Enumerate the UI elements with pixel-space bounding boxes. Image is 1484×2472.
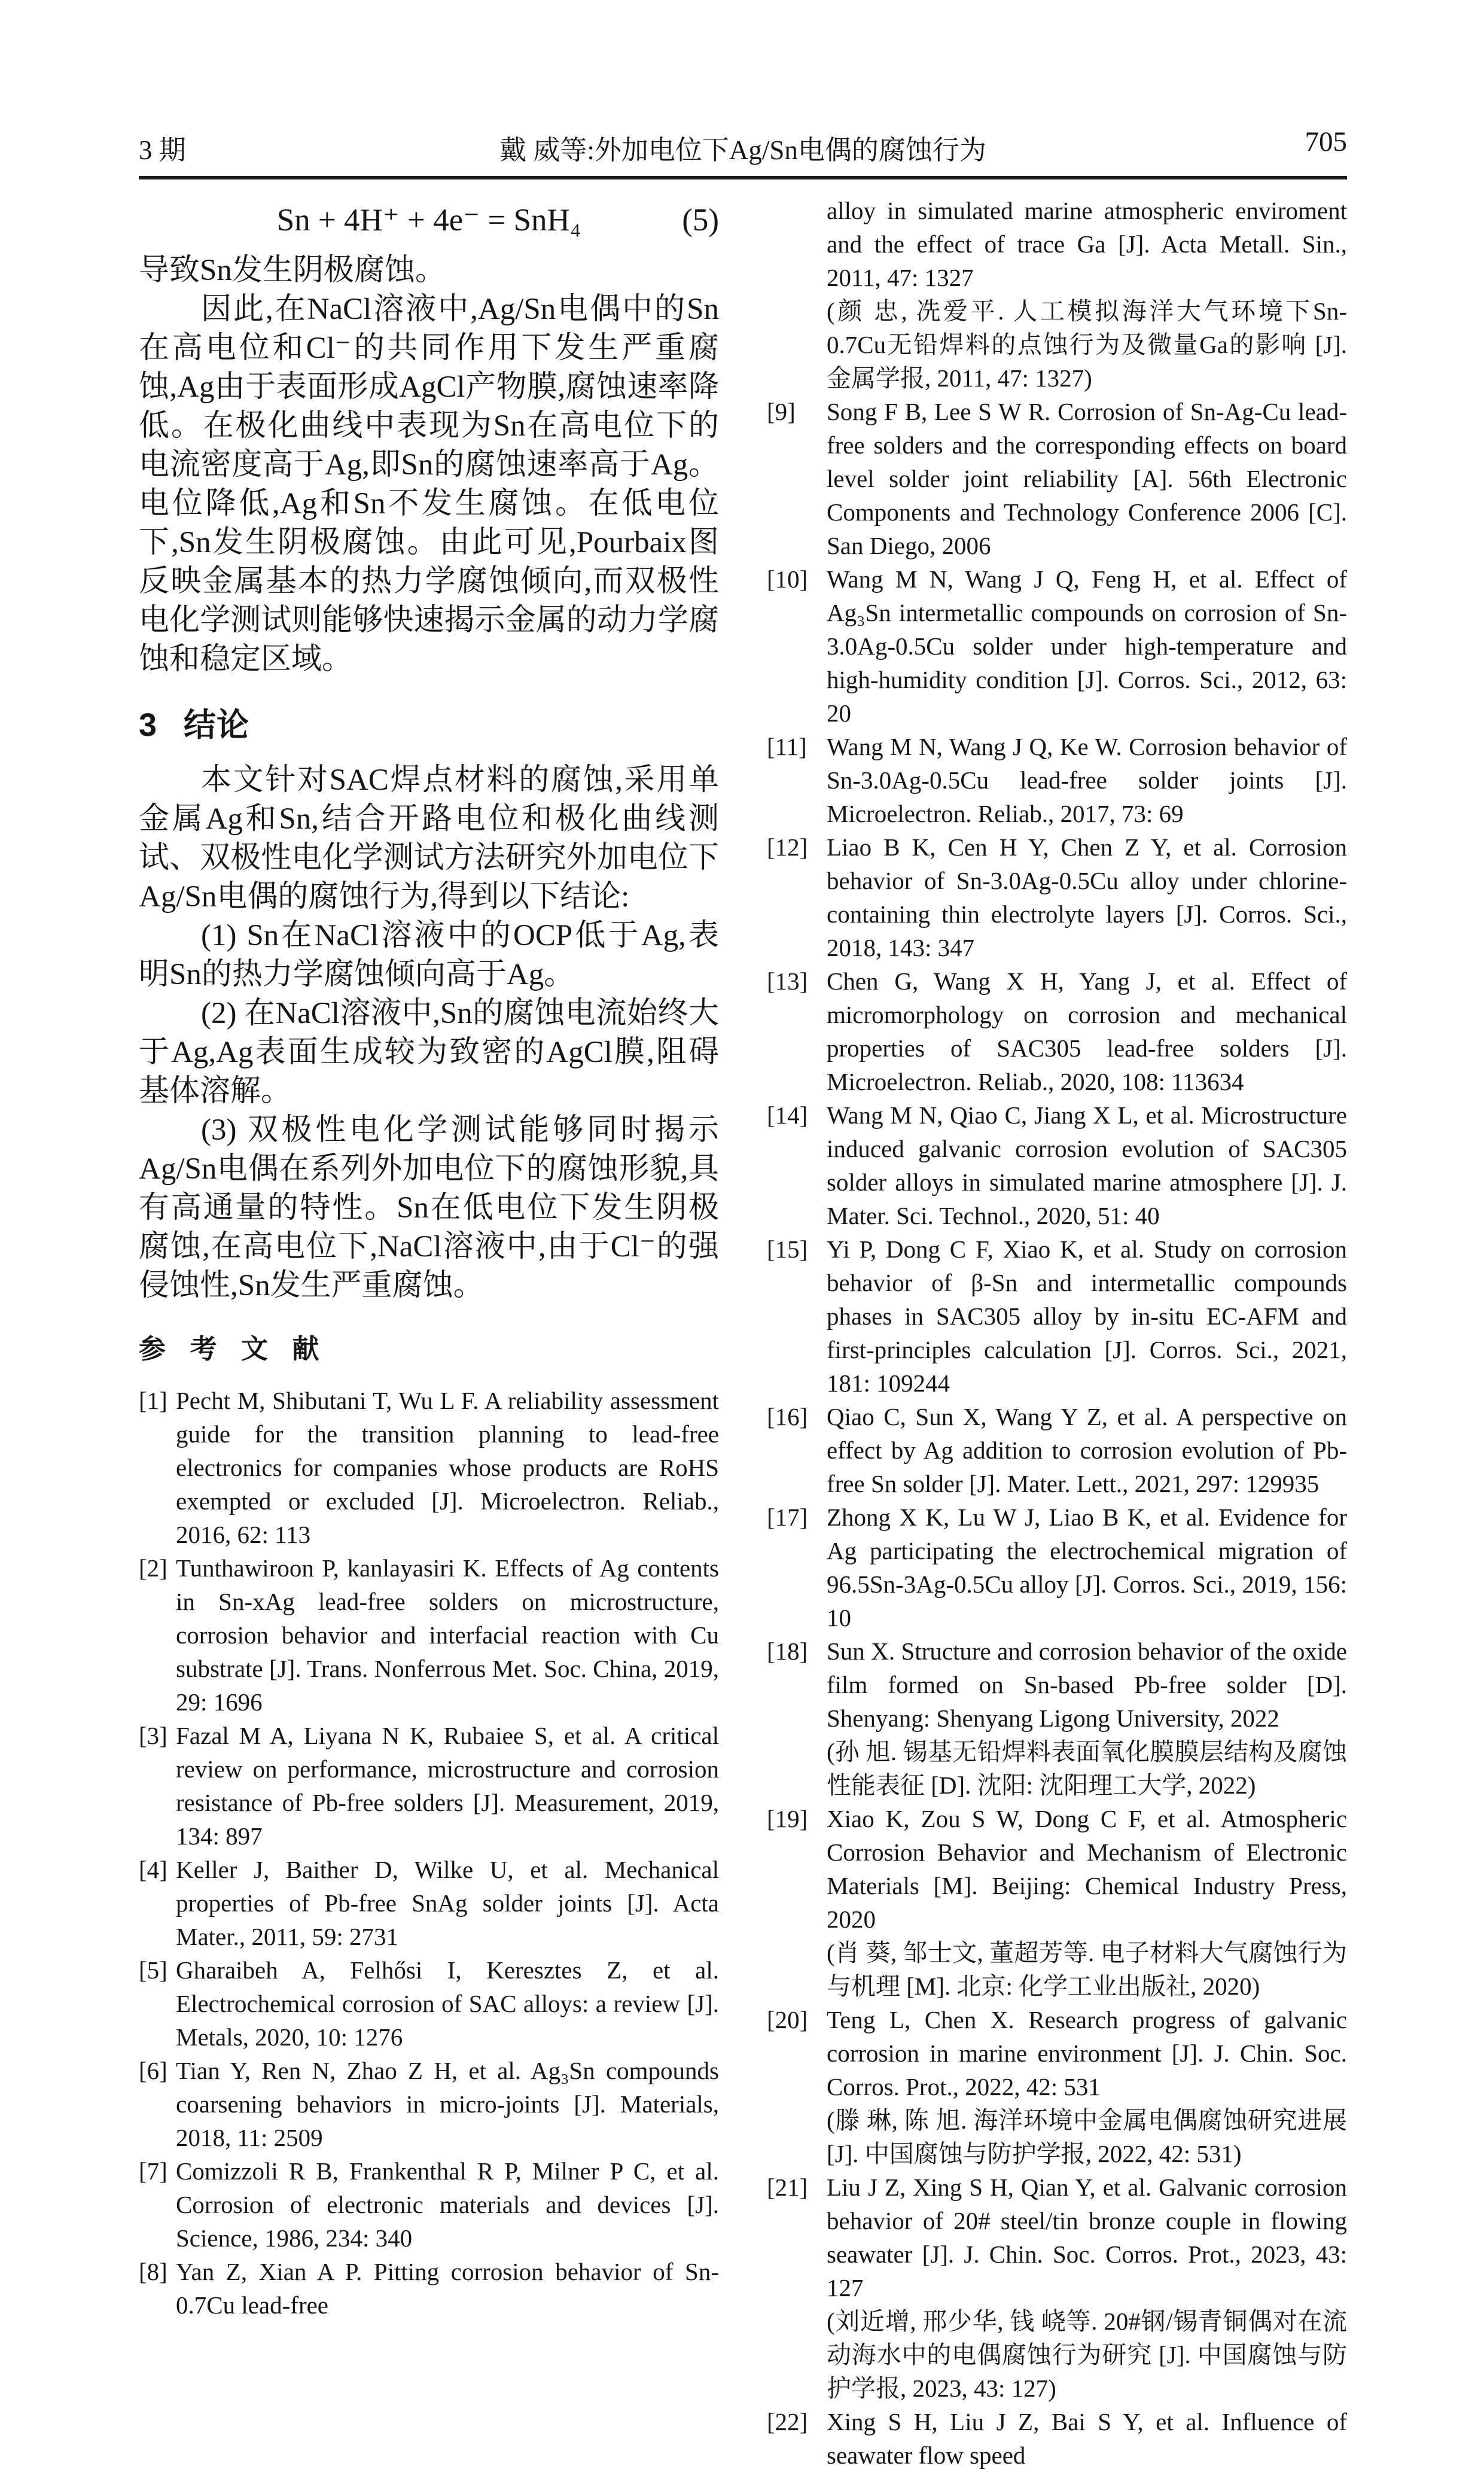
reference-item <box>767 2170 1347 2405</box>
reference-text: Qiao C, Sun X, Wang Y Z, et al. A perspective on effect by Ag addition to corrosion evolution of Pb-free Sn solder [J]. Mater. Lett., 2021, 297: 129935 <box>827 1403 1347 1497</box>
reference-item <box>139 2255 719 2322</box>
reference-number: [16] <box>767 1403 808 1430</box>
references-heading: 参 考 文 献 <box>139 1334 328 1364</box>
reference-text: Xing S H, Liu J Z, Bai S Y, et al. Influence of seawater flow speed <box>827 2408 1347 2469</box>
left-column <box>139 194 719 2322</box>
equation-row <box>139 194 719 246</box>
reference-number: [6] <box>139 2057 167 2084</box>
reference-text: Teng L, Chen X. Research progress of galvanic corrosion in marine environment [J]. J. Chin. Soc. Corros. Prot., 2022, 42: 531 <box>827 2006 1347 2100</box>
reference-text: Song F B, Lee S W R. Corrosion of Sn-Ag-Cu lead-free solders and the corresponding effects on board level solder joint reliability [A]. 56th Electronic Components and Technology Conference 2006 [C]. San Diego, 2006 <box>827 398 1347 559</box>
reference-text: Gharaibeh A, Felhősi I, Keresztes Z, et al. Electrochemical corrosion of SAC alloys: a review [J]. Metals, 2020, 10: 1276 <box>176 1956 719 2051</box>
reference-text: Zhong X K, Lu W J, Liao B K, et al. Evidence for Ag participating the electrochemical migration of 96.5Sn-3Ag-0.5Cu alloy [J]. Corros. Sci., 2019, 156: 10 <box>827 1503 1347 1631</box>
reference-item <box>767 830 1347 964</box>
equation-number: (5) <box>682 203 719 238</box>
discussion-paragraph: 因此,在NaCl溶液中,Ag/Sn电偶中的Sn在高电位和Cl⁻的共同作用下发生严重腐蚀,Ag由于表面形成AgCl产物膜,腐蚀速率降低。在极化曲线中表现为Sn在高电位下的电流密度高于Ag,即Sn的腐蚀速率高于Ag。电位降低,Ag和Sn不发生腐蚀。在低电位下,Sn发生阴极腐蚀。由此可见,Pourbaix图反映金属基本的热力学腐蚀倾向,而双极性电化学测试则能够快速揭示金属的动力学腐蚀和稳定区域。 <box>139 293 719 676</box>
reference-number: [5] <box>139 1956 167 1984</box>
reference-number: [1] <box>139 1387 167 1414</box>
reference-item <box>767 964 1347 1098</box>
conclusion-list <box>139 917 719 1305</box>
conclusion-intro: 本文针对SAC焊点材料的腐蚀,采用单金属Ag和Sn,结合开路电位和极化曲线测试、双极性电化学测试方法研究外加电位下Ag/Sn电偶的腐蚀行为,得到以下结论: <box>139 763 719 914</box>
reference-item <box>767 2405 1347 2472</box>
reference-text: Wang M N, Wang J Q, Ke W. Corrosion behavior of Sn-3.0Ag-0.5Cu lead-free solder joints [J]. Microelectron. Reliab., 2017, 73: 69 <box>827 733 1347 827</box>
reference-text: Wang M N, Wang J Q, Feng H, et al. Effect of Ag₃Sn intermetallic compounds on corrosion of Sn-3.0Ag-0.5Cu solder under high-temperature and high-humidity condition [J]. Corros. Sci., 2012, 63: 20 <box>827 565 1347 727</box>
reference-number: [15] <box>767 1235 808 1263</box>
reference-text: Xiao K, Zou S W, Dong C F, et al. Atmospheric Corrosion Behavior and Mechanism of Electronic Materials [M]. Beijing: Chemical Industry Press, 2020 <box>827 1805 1347 1933</box>
reference-number: [21] <box>767 2173 808 2201</box>
reference-item <box>767 562 1347 730</box>
reference-number: [17] <box>767 1503 808 1531</box>
reference-number: [20] <box>767 2006 808 2033</box>
reference-number: [11] <box>767 733 807 760</box>
reference-text: Yan Z, Xian A P. Pitting corrosion behavior of Sn-0.7Cu lead-free <box>176 2258 719 2319</box>
conclusion-item: (2) 在NaCl溶液中,Sn的腐蚀电流始终大于Ag,Ag表面生成较为致密的AgCl膜,阻碍基体溶解。 <box>139 997 719 1108</box>
reference-text: Tian Y, Ren N, Zhao Z H, et al. Ag₃Sn compounds coarsening behaviors in micro-joints [J]. Materials, 2018, 11: 2509 <box>176 2057 719 2151</box>
reference-text: Chen G, Wang X H, Yang J, et al. Effect of micromorphology on corrosion and mechanical properties of SAC305 lead-free solders [J]. Microelectron. Reliab., 2020, 108: 113634 <box>827 967 1347 1095</box>
reference-number: [3] <box>139 1722 167 1749</box>
reference-text: Pecht M, Shibutani T, Wu L F. A reliability assessment guide for the transition planning to lead-free electronics for companies whose products are RoHS exempted or excluded [J]. Microelectron. Reliab., 2016, 62: 113 <box>176 1387 719 1548</box>
reference-number: [2] <box>139 1554 167 1582</box>
reference-translation: (颜 忠, 冼爱平. 人工模拟海洋大气环境下Sn-0.7Cu无铅焊料的点蚀行为及微量Ga的影响 [J]. 金属学报, 2011, 47: 1327) <box>827 297 1347 392</box>
reference-item <box>767 730 1347 830</box>
reference-list-left <box>139 1384 719 2322</box>
reference-number: [19] <box>767 1805 808 1832</box>
section-number: 3 <box>139 707 158 743</box>
reference-number: [10] <box>767 565 808 593</box>
section-heading-conclusion <box>139 699 719 745</box>
reference-text: alloy in simulated marine atmospheric enviroment and the effect of trace Ga [J]. Acta Metall. Sin., 2011, 47: 1327 <box>827 197 1347 291</box>
conclusion-item: (3) 双极性电化学测试能够同时揭示Ag/Sn电偶在系列外加电位下的腐蚀形貌,具有高通量的特性。Sn在低电位下发生阴极腐蚀,在高电位下,NaCl溶液中,由于Cl⁻的强侵蚀性,Sn发生严重腐蚀。 <box>139 1113 719 1302</box>
page-number: 705 <box>1305 126 1347 157</box>
reference-number: [8] <box>139 2258 167 2285</box>
reference-text: Tunthawiroon P, kanlayasiri K. Effects of Ag contents in Sn-xAg lead-free solders on microstructure, corrosion behavior and interfacial reaction with Cu substrate [J]. Trans. Nonferrous Met. Soc. China, 2019, 29: 1696 <box>176 1554 719 1716</box>
reference-item <box>139 1551 719 1719</box>
reference-item <box>767 1400 1347 1500</box>
reference-item <box>767 1634 1347 1802</box>
reference-item <box>139 1953 719 2054</box>
reference-item <box>139 1853 719 1953</box>
reference-text: Fazal M A, Liyana N K, Rubaiee S, et al. A critical review on performance, microstructure and corrosion resistance of Pb-free solders [J]. Measurement, 2019, 134: 897 <box>176 1722 719 1850</box>
reference-item <box>139 1719 719 1853</box>
reference-text: Yi P, Dong C F, Xiao K, et al. Study on corrosion behavior of β-Sn and intermetallic compounds phases in SAC305 alloy by in-situ EC-AFM and first-principles calculation [J]. Corros. Sci., 2021, 181: 109244 <box>827 1235 1347 1397</box>
reference-number: [12] <box>767 833 808 861</box>
equation-formula: Sn + 4H⁺ + 4e⁻ = SnH₄ <box>276 203 581 238</box>
reference-number: [14] <box>767 1101 808 1129</box>
section-title: 结论 <box>184 707 250 743</box>
reference-text: Liao B K, Cen H Y, Chen Z Y, et al. Corrosion behavior of Sn-3.0Ag-0.5Cu alloy under chlorine-containing thin electrolyte layers [J]. Corros. Sci., 2018, 143: 347 <box>827 833 1347 961</box>
reference-item <box>767 1500 1347 1634</box>
reference-item <box>767 1098 1347 1232</box>
reference-item <box>139 2054 719 2154</box>
reference-number: [13] <box>767 967 808 995</box>
reference-item <box>767 1802 1347 2003</box>
reference-item <box>767 194 1347 395</box>
reference-text: Sun X. Structure and corrosion behavior of the oxide film formed on Sn-based Pb-free solder [D]. Shenyang: Shenyang Ligong University, 2022 <box>827 1637 1347 1732</box>
reference-item <box>139 2154 719 2255</box>
reference-item <box>767 1232 1347 1400</box>
reference-number: [4] <box>139 1856 167 1883</box>
reference-number: [22] <box>767 2408 808 2436</box>
reference-item <box>767 2003 1347 2170</box>
reference-text: Wang M N, Qiao C, Jiang X L, et al. Microstructure induced galvanic corrosion evolution of SAC305 solder alloys in simulated marine atmosphere [J]. J. Mater. Sci. Technol., 2020, 51: 40 <box>827 1101 1347 1229</box>
reference-list-right <box>767 194 1347 2472</box>
reference-translation: (滕 琳, 陈 旭. 海洋环境中金属电偶腐蚀研究进展 [J]. 中国腐蚀与防护学报, 2022, 42: 531) <box>827 2106 1347 2167</box>
reference-translation: (肖 葵, 邹士文, 董超芳等. 电子材料大气腐蚀行为与机理 [M]. 北京: 化学工业出版社, 2020) <box>827 1939 1347 2000</box>
reference-item <box>767 395 1347 562</box>
paragraph-after-equation: 导致Sn发生阴极腐蚀。 <box>139 254 446 287</box>
reference-translation: (孙 旭. 锡基无铅焊料表面氧化膜膜层结构及腐蚀性能表征 [D]. 沈阳: 沈阳理工大学, 2022) <box>827 1738 1347 1799</box>
reference-text: Liu J Z, Xing S H, Qian Y, et al. Galvanic corrosion behavior of 20# steel/tin bronze couple in flowing seawater [J]. J. Chin. Soc. Corros. Prot., 2023, 43: 127 <box>827 2173 1347 2301</box>
reference-text: Keller J, Baither D, Wilke U, et al. Mechanical properties of Pb-free SnAg solder joints [J]. Acta Mater., 2011, 59: 2731 <box>176 1856 719 1950</box>
reference-number: [7] <box>139 2157 167 2185</box>
journal-issue-label: 3 期 <box>139 135 186 165</box>
reference-number: [18] <box>767 1637 808 1665</box>
reference-translation: (刘近增, 邢少华, 钱 峣等. 20#钢/锡青铜偶对在流动海水中的电偶腐蚀行为研究 [J]. 中国腐蚀与防护学报, 2023, 43: 127) <box>827 2307 1347 2402</box>
running-title: 戴 威等:外加电位下Ag/Sn电偶的腐蚀行为 <box>499 135 986 165</box>
right-column <box>767 194 1347 2472</box>
header-rule <box>139 176 1347 179</box>
reference-number: [9] <box>767 398 796 425</box>
reference-text: Comizzoli R B, Frankenthal R P, Milner P C, et al. Corrosion of electronic materials and devices [J]. Science, 1986, 234: 340 <box>176 2157 719 2252</box>
reference-item <box>139 1384 719 1551</box>
conclusion-item: (1) Sn在NaCl溶液中的OCP低于Ag,表明Sn的热力学腐蚀倾向高于Ag。 <box>139 919 719 991</box>
